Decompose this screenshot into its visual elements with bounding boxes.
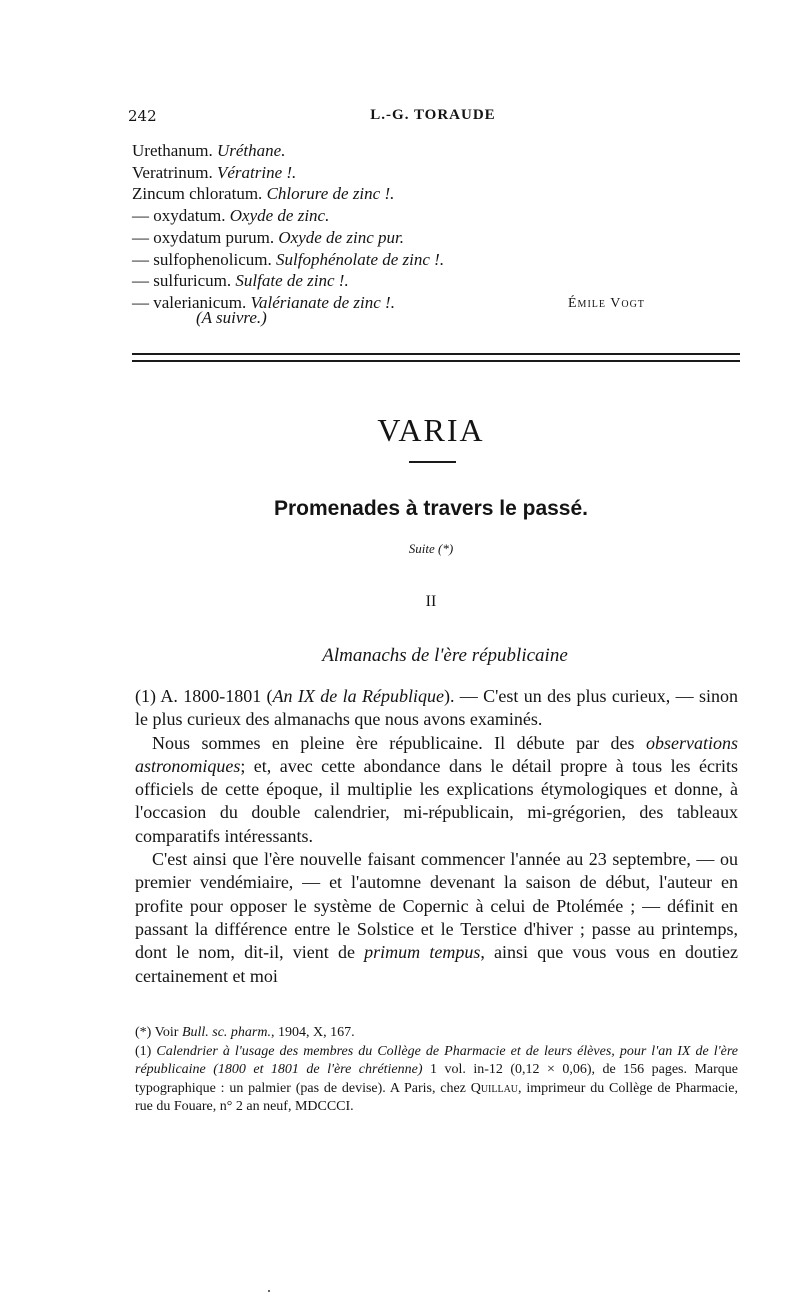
latin-name: — oxydatum purum. bbox=[132, 227, 275, 247]
article-body bbox=[135, 685, 738, 988]
list-item bbox=[132, 140, 692, 162]
continued-marker: Suite (*) bbox=[408, 541, 454, 556]
latin-name: — oxydatum. bbox=[132, 206, 226, 226]
french-name: Sulfophénolate de zinc !. bbox=[276, 249, 445, 269]
latin-name: Urethanum. bbox=[132, 141, 213, 160]
french-name: Valérianate de zinc !. bbox=[250, 292, 395, 312]
text-run: , 1904, X, 167. bbox=[271, 1025, 355, 1040]
text-run: ). — C'est un des plus curieux, — sinon le plus curieux des almanachs que nous avons examinés. bbox=[135, 686, 739, 730]
list-item bbox=[132, 249, 692, 271]
section-divider-bottom bbox=[132, 360, 740, 362]
page-header bbox=[128, 107, 738, 131]
list-item bbox=[132, 227, 692, 249]
text-run-italic: primum tempus bbox=[364, 942, 481, 963]
list-item bbox=[132, 270, 692, 292]
list-item bbox=[132, 162, 692, 184]
part-title: Almanachs de l'ère républicaine bbox=[322, 645, 568, 666]
french-name: Oxyde de zinc pur. bbox=[278, 227, 404, 247]
page-number: 242 bbox=[128, 107, 157, 125]
print-speck bbox=[268, 1290, 270, 1292]
footnotes bbox=[135, 1024, 738, 1117]
section-title: VARIA bbox=[377, 412, 485, 448]
footnote-mark: (*) bbox=[135, 1025, 152, 1040]
section-divider-top bbox=[132, 353, 740, 355]
running-head: L.-G. TORAUDE bbox=[370, 107, 496, 123]
latin-name: — valerianicum. bbox=[132, 292, 247, 312]
french-name: Oxyde de zinc. bbox=[229, 206, 330, 226]
french-name: Chlorure de zinc !. bbox=[266, 184, 395, 204]
latin-name: — sulfophenolicum. bbox=[132, 249, 272, 269]
list-item bbox=[132, 183, 692, 205]
latin-name: Veratrinum. bbox=[132, 162, 213, 182]
text-run: Nous sommes en pleine ère républicaine. Il débute par des bbox=[152, 732, 646, 753]
latin-name: — sulfuricum. bbox=[132, 271, 232, 291]
paragraph bbox=[135, 848, 738, 988]
text-run: (1) A. 1800-1801 ( bbox=[135, 686, 273, 706]
paragraph bbox=[135, 685, 738, 732]
french-name: Uréthane. bbox=[216, 141, 286, 160]
text-run-italic: Calendrier à l'usage des membres du Collège de Pharmacie et de leurs élèves, pour l'an IX de l'ère républicaine (1800 et 1801 de l'ère chrétienne) bbox=[135, 1043, 738, 1077]
text-run: 1 vol. in-12 (0,12 × 0,06), de 156 pages. Marque typographique : un palmier (pas de devise). A Paris, chez bbox=[135, 1062, 738, 1096]
footnote bbox=[135, 1024, 738, 1043]
part-number: II bbox=[425, 593, 437, 610]
to-be-continued-note: (A suivre.) bbox=[196, 308, 267, 327]
text-run-smallcaps: Quillau bbox=[470, 1080, 519, 1096]
title-underline bbox=[409, 461, 456, 463]
text-run-italic: An IX de la République bbox=[272, 686, 444, 706]
text-run: ; et, avec cette abondance dans le détail propre à tous les écrits officiels de cette époque, il multiplie les explications étymologiques et donne, à l'occasion du double calendrier, mi-républicain, mi-grégorien, des tableaux comparatifs intéressants. bbox=[135, 755, 738, 846]
footnote bbox=[135, 1043, 738, 1117]
text-run-italic: observations astronomiques bbox=[135, 732, 738, 776]
text-run-italic: Bull. sc. pharm. bbox=[181, 1025, 271, 1040]
french-name: Vératrine !. bbox=[216, 162, 297, 182]
drug-name-list bbox=[132, 140, 692, 314]
text-run: C'est ainsi que l'ère nouvelle faisant commencer l'année au 23 septembre, — ou premier vendémiaire, — et l'automne devenant la saison de début, l'auteur en profite pour opposer le système de Copernic à celui de Ptolémée ; — définit en passant la différence entre le Solstice et le Terstice d'hiver ; passe au printemps, dont le nom, dit-il, vient de bbox=[135, 849, 738, 963]
author-signature: Émile Vogt bbox=[568, 296, 645, 311]
text-run: Voir bbox=[151, 1025, 182, 1040]
list-item bbox=[132, 205, 692, 227]
article-title: Promenades à travers le passé. bbox=[273, 497, 588, 520]
text-run: , ainsi que vous vous en doutiez certainement et moi bbox=[135, 942, 738, 986]
latin-name: Zincum chloratum. bbox=[132, 184, 263, 204]
french-name: Sulfate de zinc !. bbox=[235, 271, 349, 291]
text-run: , imprimeur du Collège de Pharmacie, rue du Fouare, n° 2 an neuf, MDCCCI. bbox=[135, 1080, 738, 1114]
paragraph bbox=[135, 732, 738, 848]
footnote-mark: (1) bbox=[135, 1043, 152, 1059]
